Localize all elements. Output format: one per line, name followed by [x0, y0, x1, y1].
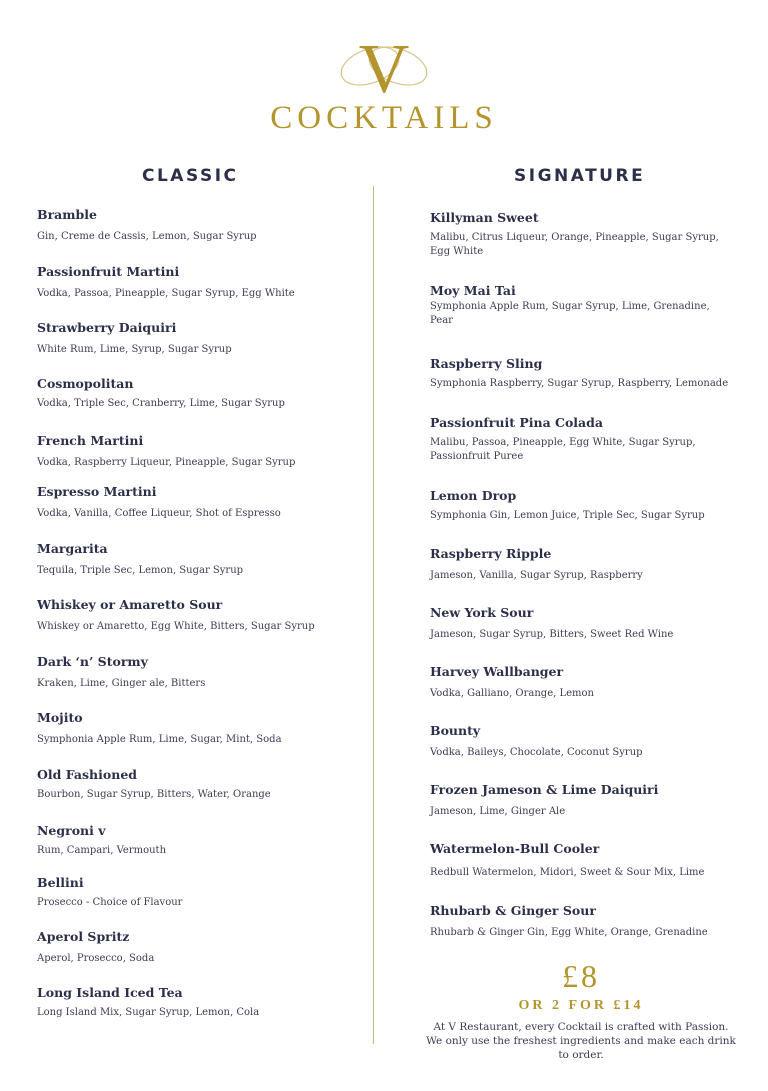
item-desc: Rum, Campari, Vermouth [37, 845, 167, 856]
item-desc: Rhubarb & Ginger Gin, Egg White, Orange, Grenadine [430, 927, 708, 938]
list-item [37, 597, 357, 634]
item-desc: Redbull Watermelon, Midori, Sweet & Sour Mix, Lime [430, 867, 705, 878]
item-desc: Long Island Mix, Sugar Syrup, Lemon, Cola [37, 1007, 260, 1018]
list-item [37, 541, 357, 578]
list-item [37, 875, 357, 910]
item-name: Frozen Jameson & Lime Daiquiri [430, 782, 659, 797]
list-item [37, 929, 357, 966]
list-item [37, 710, 357, 747]
item-name: Watermelon-Bull Cooler [430, 841, 600, 856]
item-name: Passionfruit Martini [37, 264, 180, 279]
item-desc: Malibu, Citrus Liqueur, Orange, Pineapple, Sugar Syrup, Egg White [430, 232, 719, 257]
page-title: COCKTAILS [270, 100, 498, 136]
item-desc: Kraken, Lime, Ginger ale, Bitters [37, 678, 206, 689]
list-item [37, 264, 357, 301]
list-item [430, 782, 730, 819]
tagline: At V Restaurant, every Cocktail is crafted with Passion. We only use the freshest ingredients and make each drink to order. [426, 1021, 736, 1061]
item-name: Long Island Iced Tea [37, 985, 183, 1000]
item-name: Raspberry Sling [430, 356, 543, 371]
list-item [37, 207, 357, 244]
item-name: Aperol Spritz [37, 929, 130, 944]
item-desc: Vodka, Passoa, Pineapple, Sugar Syrup, Egg White [37, 288, 295, 299]
list-item [37, 654, 357, 691]
list-item [37, 823, 357, 858]
item-name: Bellini [37, 875, 84, 890]
item-desc: Symphonia Apple Rum, Lime, Sugar, Mint, Soda [37, 734, 282, 745]
item-name: Cosmopolitan [37, 376, 134, 391]
item-name: Harvey Wallbanger [430, 664, 564, 679]
list-item [430, 546, 730, 583]
list-item [430, 723, 730, 760]
item-name: Espresso Martini [37, 484, 157, 499]
item-name: New York Sour [430, 605, 534, 620]
item-desc: Symphonia Raspberry, Sugar Syrup, Raspberry, Lemonade [430, 378, 729, 389]
v-logo [334, 26, 434, 102]
price: £8 [562, 958, 600, 994]
item-desc: Symphonia Apple Rum, Sugar Syrup, Lime, Grenadine, Pear [430, 301, 710, 326]
item-desc: Aperol, Prosecco, Soda [37, 953, 155, 964]
price-offer: OR 2 FOR £14 [518, 998, 644, 1013]
item-name: Passionfruit Pina Colada [430, 415, 603, 430]
item-name: Mojito [37, 710, 83, 725]
item-name: Bounty [430, 723, 481, 738]
item-desc: White Rum, Lime, Syrup, Sugar Syrup [37, 344, 232, 355]
item-desc: Vodka, Triple Sec, Cranberry, Lime, Sugar Syrup [37, 398, 285, 409]
item-desc: Jameson, Sugar Syrup, Bitters, Sweet Red Wine [430, 629, 674, 640]
item-desc: Vodka, Galliano, Orange, Lemon [430, 688, 594, 699]
item-name: Old Fashioned [37, 767, 138, 782]
item-name: Margarita [37, 541, 108, 556]
list-item [430, 210, 730, 259]
list-item [430, 841, 730, 880]
item-desc: Malibu, Passoa, Pineapple, Egg White, Sugar Syrup, Passionfruit Puree [430, 437, 696, 462]
item-desc: Jameson, Vanilla, Sugar Syrup, Raspberry [430, 570, 643, 581]
list-item [37, 433, 357, 470]
item-desc: Gin, Creme de Cassis, Lemon, Sugar Syrup [37, 231, 257, 242]
column-divider [373, 186, 374, 1044]
item-desc: Vodka, Baileys, Chocolate, Coconut Syrup [430, 747, 643, 758]
list-item [37, 985, 357, 1020]
item-desc: Symphonia Gin, Lemon Juice, Triple Sec, Sugar Syrup [430, 510, 705, 521]
item-name: Dark ‘n’ Stormy [37, 654, 148, 669]
item-name: Rhubarb & Ginger Sour [430, 903, 596, 918]
list-item [430, 605, 730, 642]
list-item [37, 376, 357, 411]
list-item [37, 484, 357, 521]
item-name: Whiskey or Amaretto Sour [37, 597, 223, 612]
logo-letter: V [358, 31, 410, 102]
list-item [430, 283, 730, 328]
list-item [430, 488, 730, 523]
list-item [37, 320, 357, 357]
item-desc: Vodka, Raspberry Liqueur, Pineapple, Sugar Syrup [37, 457, 296, 468]
item-desc: Tequila, Triple Sec, Lemon, Sugar Syrup [37, 565, 244, 576]
item-name: French Martini [37, 433, 144, 448]
classic-heading: CLASSIC [142, 166, 239, 186]
list-item [430, 356, 750, 391]
item-desc: Whiskey or Amaretto, Egg White, Bitters, Sugar Syrup [37, 621, 315, 632]
item-name: Raspberry Ripple [430, 546, 552, 561]
list-item [430, 664, 730, 701]
list-item [430, 415, 730, 464]
item-name: Killyman Sweet [430, 210, 539, 225]
item-desc: Jameson, Lime, Ginger Ale [430, 806, 566, 817]
item-name: Moy Mai Tai [430, 283, 516, 298]
item-name: Strawberry Daiquiri [37, 320, 177, 335]
list-item [37, 767, 357, 802]
item-desc: Vodka, Vanilla, Coffee Liqueur, Shot of Espresso [37, 508, 281, 519]
signature-heading: SIGNATURE [514, 166, 646, 186]
item-name: Bramble [37, 207, 97, 222]
item-name: Lemon Drop [430, 488, 517, 503]
item-desc: Bourbon, Sugar Syrup, Bitters, Water, Orange [37, 789, 271, 800]
item-name: Negroni v [37, 823, 106, 838]
item-desc: Prosecco - Choice of Flavour [37, 897, 183, 908]
list-item [430, 903, 730, 940]
